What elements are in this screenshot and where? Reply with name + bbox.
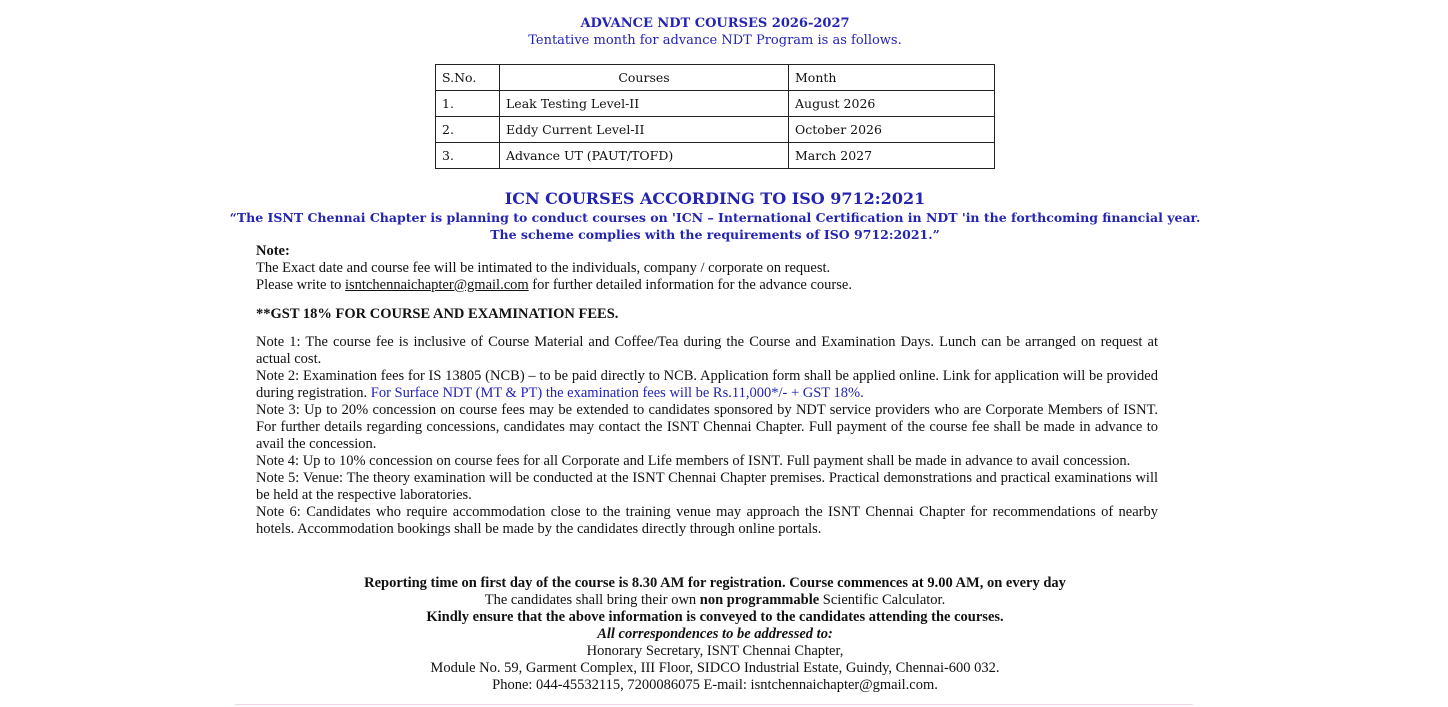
column-header-month: Month: [789, 65, 995, 91]
calculator-note-suffix: Scientific Calculator.: [819, 592, 946, 608]
table-row: [436, 91, 995, 117]
address-line: Module No. 59, Garment Complex, III Floor, SIDCO Industrial Estate, Guindy, Chennai-600 032.: [430, 660, 1000, 676]
calculator-note-bold: non programmable: [699, 592, 820, 608]
note-item-2: [256, 368, 1158, 402]
note-item-2-highlight: For Surface NDT (MT & PT) the examination fees will be Rs.11,000*/- + GST 18%.: [370, 385, 864, 401]
notes-list: [256, 334, 1158, 538]
calculator-note: [0, 592, 1430, 609]
table-row: [436, 117, 995, 143]
icn-quote-line1: “The ISNT Chennai Chapter is planning to conduct courses on 'ICN – International Certification in NDT 'in the forthcoming financial year.: [229, 210, 1201, 225]
gst-notice: **GST 18% FOR COURSE AND EXAMINATION FEES.: [256, 306, 619, 322]
note-label: Note:: [256, 243, 290, 259]
note-item-5: Note 5: Venue: The theory examination will be conducted at the ISNT Chennai Chapter premises. Practical demonstrations and practical examinations will be held at the respective laboratories.: [256, 470, 1158, 503]
column-header-courses: Courses: [500, 65, 789, 91]
icn-heading: ICN COURSES ACCORDING TO ISO 9712:2021: [504, 189, 926, 208]
courses-table: [435, 64, 995, 169]
note-line2: [256, 277, 1158, 294]
note-item-6: Note 6: Candidates who require accommodation close to the training venue may approach the ISNT Chennai Chapter for recommendations of nearby hotels. Accommodation bookings shall be made by the candidates directly through online portals.: [256, 504, 1158, 537]
note-line2-prefix: Please write to: [256, 277, 345, 293]
cell-course: Eddy Current Level-II: [500, 117, 789, 143]
cell-sno: 2.: [436, 117, 500, 143]
cell-month: October 2026: [789, 117, 995, 143]
cell-month: August 2026: [789, 91, 995, 117]
icn-quote-line2: The scheme complies with the requirements of ISO 9712:2021.”: [490, 227, 940, 242]
cell-sno: 1.: [436, 91, 500, 117]
note-line2-suffix: for further detailed information for the advance course.: [528, 277, 852, 293]
kindly-ensure: Kindly ensure that the above information is conveyed to the candidates attending the courses.: [426, 609, 1004, 625]
reporting-time: Reporting time on first day of the course is 8.30 AM for registration. Course commences at 9.00 AM, on every day: [364, 575, 1066, 591]
table-header-row: [436, 65, 995, 91]
cell-sno: 3.: [436, 143, 500, 169]
calculator-note-prefix: The candidates shall bring their own: [484, 592, 700, 608]
cell-course: Advance UT (PAUT/TOFD): [500, 143, 789, 169]
page-title: ADVANCE NDT COURSES 2026-2027: [580, 16, 850, 31]
note-item-4: Note 4: Up to 10% concession on course fees for all Corporate and Life members of ISNT. Full payment shall be made in advance to avail concession.: [256, 453, 1131, 469]
note-item-3: Note 3: Up to 20% concession on course fees may be extended to candidates sponsored by NDT service providers who are Corporate Members of ISNT. For further details regarding concessions, candidates may contact the ISNT Chennai Chapter. Full payment of the course fee shall be made in advance to avail the concession.: [256, 402, 1158, 452]
cell-month: March 2027: [789, 143, 995, 169]
note-line1: The Exact date and course fee will be intimated to the individuals, company / corporate on request.: [256, 260, 831, 276]
page-subtitle: Tentative month for advance NDT Program is as follows.: [528, 33, 902, 48]
column-header-sno: S.No.: [436, 65, 500, 91]
table-row: [436, 143, 995, 169]
contact-line: Phone: 044-45532115, 7200086075 E-mail: isntchennaichapter@gmail.com.: [492, 677, 938, 693]
note-item-2-main: Note 2: Examination fees for IS 13805 (NCB) – to be paid directly to NCB. Application form shall be applied online. Link for application will be provided during registration.: [256, 368, 1158, 401]
cell-course: Leak Testing Level-II: [500, 91, 789, 117]
secretary-line: Honorary Secretary, ISNT Chennai Chapter,: [586, 643, 844, 659]
correspondence-heading: All correspondences to be addressed to:: [597, 626, 833, 642]
bottom-divider: [235, 704, 1193, 705]
note-item-1: Note 1: The course fee is inclusive of Course Material and Coffee/Tea during the Course and Examination Days. Lunch can be arranged on request at actual cost.: [256, 334, 1158, 367]
email-link[interactable]: isntchennaichapter@gmail.com: [345, 277, 529, 293]
